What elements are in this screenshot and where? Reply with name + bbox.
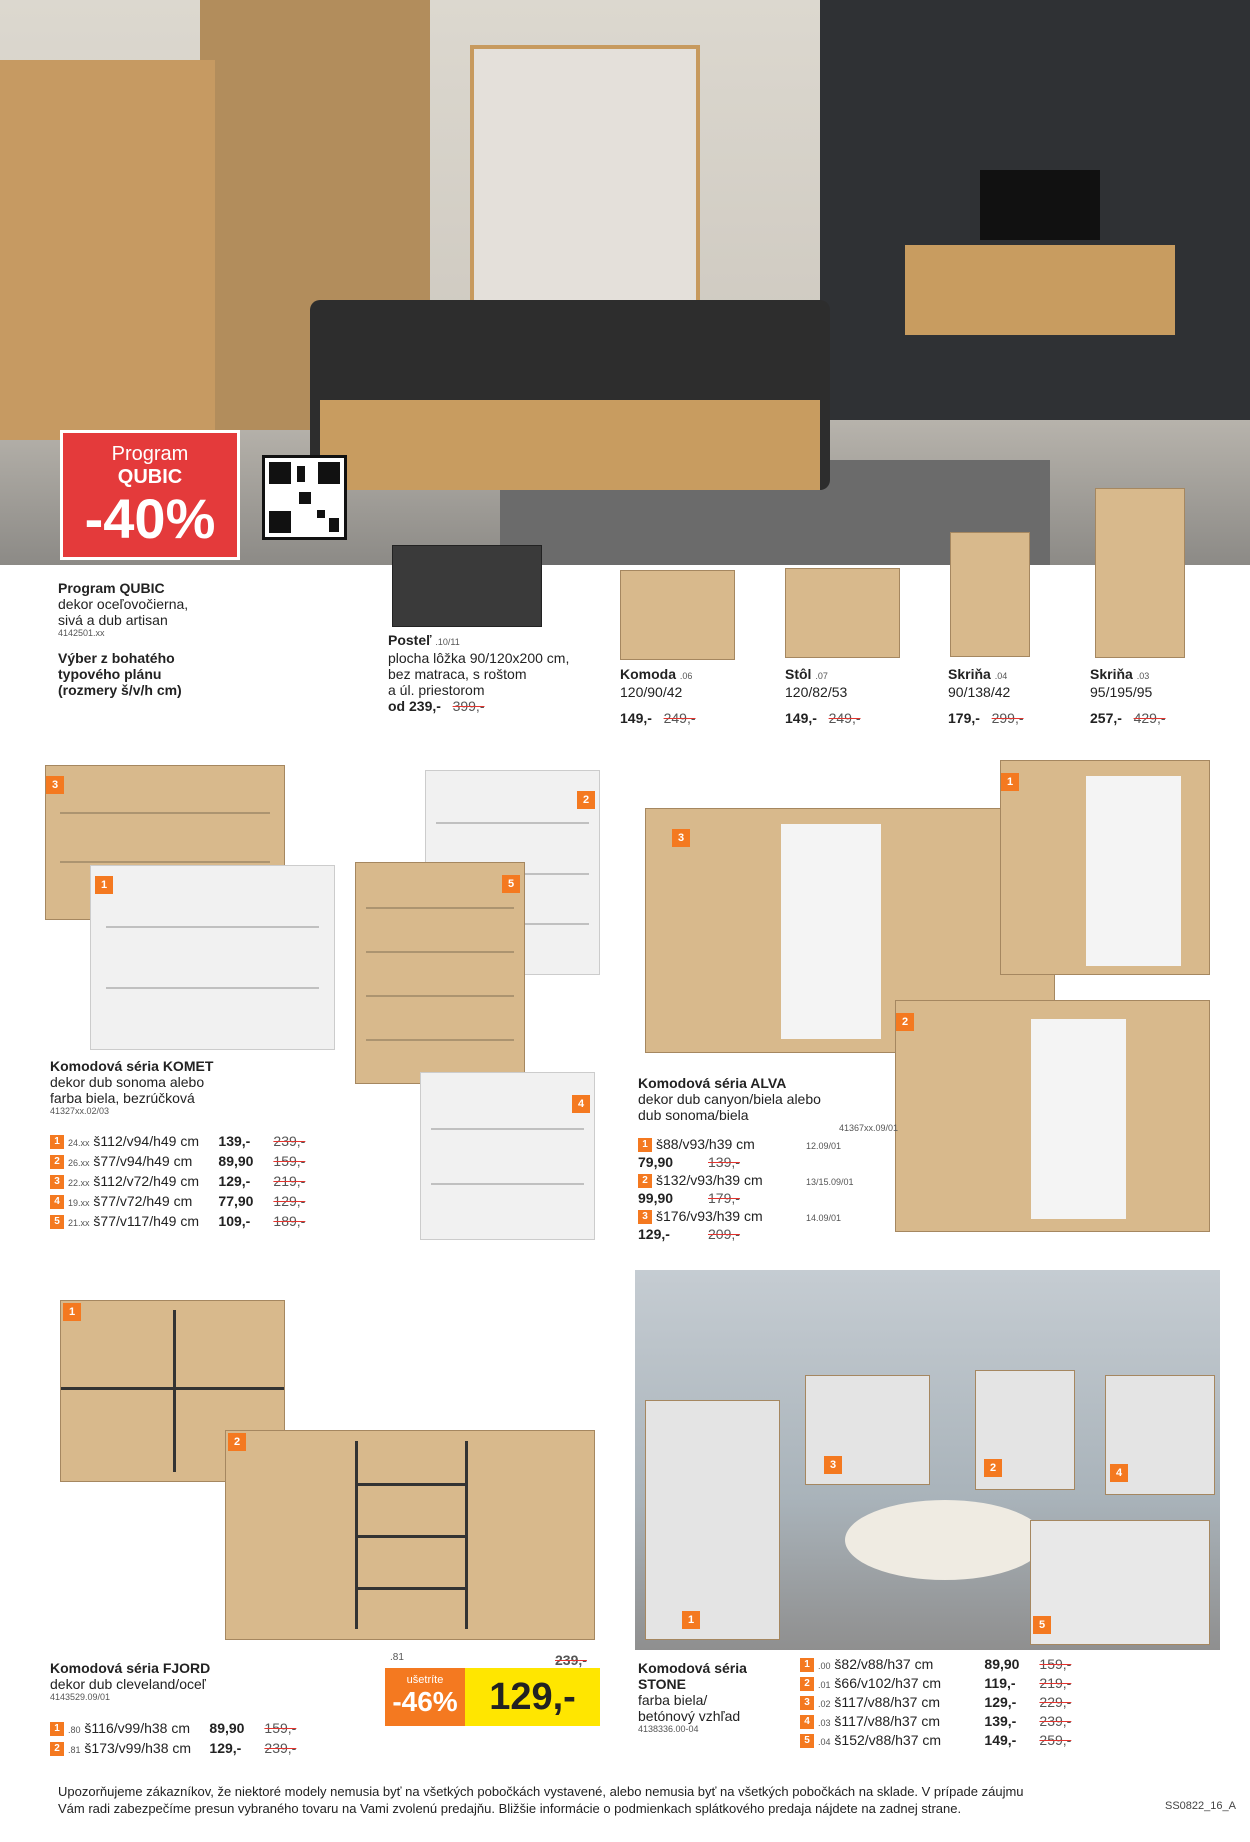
alva-row: 3 š176/v93/h39 cm 14.09/01 (638, 1208, 898, 1226)
fjord-price-list (50, 1720, 380, 1760)
alva-desc2: dub sonoma/biela (638, 1107, 749, 1123)
item-name: Posteľ (388, 632, 432, 648)
bed-thumb (392, 545, 542, 627)
desk (905, 245, 1175, 335)
item-old-price: 399,- (452, 698, 485, 714)
komet-title: Komodová séria KOMET (50, 1058, 214, 1074)
cabinet-thumb-2 (1095, 488, 1185, 658)
footer-line1: Upozorňujeme zákazníkov, že niektoré modely nemusia byť na všetkých pobočkách vystavené, alebo nemusia byť na všetkých pobočkách na sklade. V prípade záujmu (58, 1784, 1024, 1799)
save-badge (385, 1668, 465, 1726)
fjord-dresser-2: 2 (225, 1430, 595, 1640)
qubic-title: Program QUBIC (58, 580, 165, 596)
stone-dresser-2: 2 (975, 1370, 1075, 1490)
item-line3: bez matraca, s roštom (388, 666, 527, 682)
save-value: -46% (392, 1686, 458, 1717)
qubic-item-desk (785, 666, 915, 726)
qubic-note2: typového plánu (58, 666, 162, 682)
komet-info (50, 1058, 380, 1116)
alva-dresser-1: 1 (1000, 760, 1210, 975)
item-code: .04 (994, 671, 1008, 681)
item-old-price: 429,- (1133, 710, 1166, 726)
promo-price: 129,- (465, 1668, 600, 1726)
komet-dresser-5: 5 (355, 862, 525, 1084)
stone-dresser-4: 4 (1105, 1375, 1215, 1495)
promo-badge (60, 430, 240, 560)
item-line2: plocha lôžka 90/120x200 cm, (388, 650, 570, 666)
item-name: Komoda (620, 666, 676, 682)
monitor (980, 170, 1100, 240)
qubic-code: 4142501.xx (58, 628, 105, 638)
promo-discount: -40% (84, 487, 216, 550)
stone-info (638, 1660, 798, 1734)
alva-row: 1 š88/v93/h39 cm 12.09/01 (638, 1136, 898, 1154)
fjord-dresser-1: 1 (60, 1300, 285, 1482)
fjord-info (50, 1660, 350, 1702)
stone-room-photo (635, 1270, 1220, 1650)
desk-thumb (785, 568, 900, 658)
item-code: .07 (815, 671, 828, 681)
item-code: .06 (679, 671, 693, 681)
item-line4: a úl. priestorom (388, 682, 485, 698)
qubic-desc1: dekor oceľovočierna, (58, 596, 189, 612)
stone-title1: Komodová séria (638, 1660, 747, 1676)
stone-desc2: betónový vzhľad (638, 1708, 741, 1724)
dresser-thumb (620, 570, 735, 660)
komet-price-list (50, 1133, 380, 1233)
komet-desc1: dekor dub sonoma alebo (50, 1074, 205, 1090)
footer-line2: Vám radi zabezpečíme presun vybraného tovaru na Vami zvolenú predajňu. Bližšie informácie o podmienkach splátkového predaja nájdete na zadnej strane. (58, 1801, 962, 1816)
fjord-promo-code: .81 (390, 1652, 404, 1663)
item-old-price: 249,- (828, 710, 861, 726)
stone-row: 3 .02 š117/v88/h37 cm 129,- 229,- (800, 1694, 1220, 1713)
stone-row: 1 .00 š82/v88/h37 cm 89,90 159,- (800, 1656, 1220, 1675)
komet-dresser-3: 3 (45, 765, 285, 920)
komet-row: 1 24.xx š112/v94/h49 cm 139,- 239,- (50, 1133, 380, 1153)
promo-name: QUBIC (117, 466, 183, 488)
stone-chest-1: 1 (645, 1400, 780, 1640)
komet-row: 4 19.xx š77/v72/h49 cm 77,90 129,- (50, 1193, 380, 1213)
stone-desc1: farba biela/ (638, 1692, 708, 1708)
qubic-item-cabinet2 (1090, 666, 1220, 726)
item-new-price: od 239,- (388, 698, 441, 714)
fjord-desc1: dekor dub cleveland/oceľ (50, 1676, 206, 1692)
stone-price-list (800, 1656, 1220, 1751)
item-new-price: 179,- (948, 710, 980, 726)
bed-base (320, 400, 820, 490)
stone-code: 4138336.00-04 (638, 1724, 699, 1734)
alva-price-list: 1 š88/v93/h39 cm 12.09/01 79,90 139,- 2 š132/v93/h39 cm 13/15.09/01 99,90 179,- 3 š176/v93/h39 cm 14.09/01 129,- 209,- (638, 1136, 898, 1242)
stone-row: 2 .01 š66/v102/h37 cm 119,- 219,- (800, 1675, 1220, 1694)
alva-sideboard-3: 3 (645, 808, 1055, 1053)
item-old-price: 299,- (991, 710, 1024, 726)
alva-dresser-2: 2 (895, 1000, 1210, 1232)
qubic-desc2: sivá a dub artisan (58, 612, 168, 628)
item-line2: 120/82/53 (785, 684, 848, 700)
page-reference: SS0822_16_A (1165, 1800, 1236, 1812)
item-line2: 90/138/42 (948, 684, 1011, 700)
stone-sideboard-5: 5 (1030, 1520, 1210, 1645)
stone-dresser-3: 3 (805, 1375, 930, 1485)
bookshelf (0, 60, 215, 440)
fjord-title: Komodová séria FJORD (50, 1660, 211, 1676)
item-old-price: 249,- (663, 710, 696, 726)
item-new-price: 257,- (1090, 710, 1122, 726)
fjord-code: 4143529.09/01 (50, 1692, 111, 1702)
item-line2: 95/195/95 (1090, 684, 1153, 700)
qubic-info (58, 580, 258, 698)
alva-title: Komodová séria ALVA (638, 1075, 787, 1091)
fjord-row: 1 .80 š116/v99/h38 cm 89,90 159,- (50, 1720, 380, 1740)
item-new-price: 149,- (620, 710, 652, 726)
komet-dresser-1: 1 (90, 865, 335, 1050)
alva-desc1: dekor dub canyon/biela alebo (638, 1091, 821, 1107)
alva-info (638, 1075, 898, 1133)
item-line2: 120/90/42 (620, 684, 683, 700)
komet-row: 5 21.xx š77/v117/h49 cm 109,- 189,- (50, 1213, 380, 1233)
qr-code[interactable] (262, 455, 347, 540)
stone-row: 4 .03 š117/v88/h37 cm 139,- 239,- (800, 1713, 1220, 1732)
alva-row: 2 š132/v93/h39 cm 13/15.09/01 (638, 1172, 898, 1190)
komet-row: 2 26.xx š77/v94/h49 cm 89,90 159,- (50, 1153, 380, 1173)
qubic-note3: (rozmery š/v/h cm) (58, 682, 182, 698)
qubic-item-cabinet1 (948, 666, 1078, 726)
footer-note (58, 1783, 1158, 1817)
fjord-row: 2 .81 š173/v99/h38 cm 129,- 239,- (50, 1740, 380, 1760)
komet-dresser-4: 4 (420, 1072, 595, 1240)
qubic-item-bed (388, 632, 618, 714)
fjord-promo-old: 239,- (555, 1652, 587, 1668)
save-label: ušetríte (406, 1674, 444, 1686)
komet-code: 41327xx.02/03 (50, 1106, 110, 1116)
item-new-price: 149,- (785, 710, 817, 726)
item-name: Stôl (785, 666, 812, 682)
item-code: .10/11 (435, 637, 460, 647)
item-name: Skriňa (1090, 666, 1133, 682)
komet-dresser-2: 2 (425, 770, 600, 975)
alva-code: 41367xx.09/01 (838, 1123, 898, 1133)
stone-title2: STONE (638, 1676, 686, 1692)
wardrobe (470, 45, 700, 315)
komet-row: 3 22.xx š112/v72/h49 cm 129,- 219,- (50, 1173, 380, 1193)
komet-desc2: farba biela, bezrúčková (50, 1090, 195, 1106)
qubic-note1: Výber z bohatého (58, 650, 175, 666)
qubic-item-dresser (620, 666, 750, 726)
item-code: .03 (1136, 671, 1150, 681)
item-name: Skriňa (948, 666, 991, 682)
promo-program: Program (111, 443, 189, 465)
stone-row: 5 .04 š152/v88/h37 cm 149,- 259,- (800, 1732, 1220, 1751)
cabinet-thumb-1 (950, 532, 1030, 657)
